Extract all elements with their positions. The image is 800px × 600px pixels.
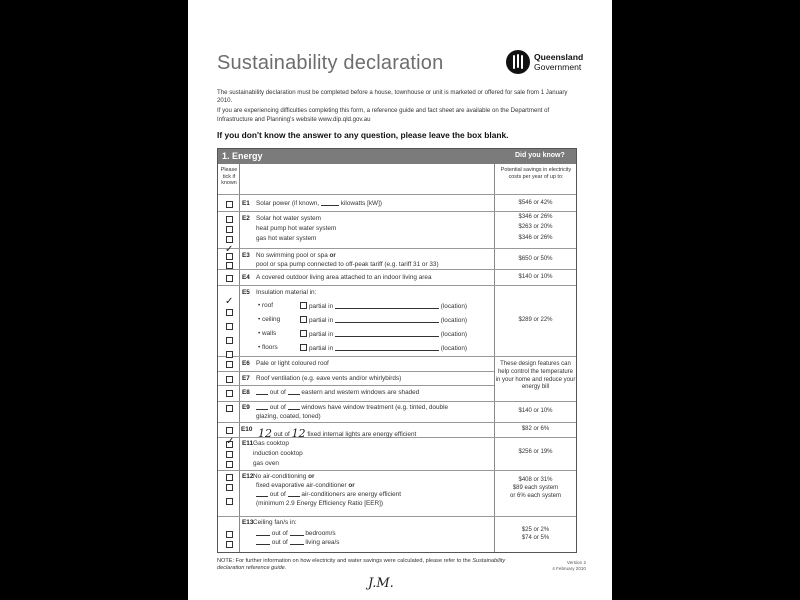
e13-bedroom-total-field[interactable] xyxy=(290,535,304,536)
e3-line-2: pool or spa pump connected to off-peak tariff (e.g. tariff 31 or 33) xyxy=(256,261,439,268)
partial-in-label: partial in xyxy=(309,331,334,338)
e3-or: or xyxy=(329,252,336,259)
handwritten-signature: J.M. xyxy=(368,576,394,591)
e5-partial-roof xyxy=(300,302,467,310)
e8-text-post: eastern and western windows are shaded xyxy=(301,389,420,396)
checkbox-partial-floors[interactable] xyxy=(300,344,307,351)
section-header xyxy=(218,149,576,164)
e1-text xyxy=(256,200,382,207)
e12-count-field[interactable] xyxy=(256,496,268,497)
e9-text-post: windows have window treatment (e.g. tinted, double xyxy=(301,404,449,411)
page-title: Sustainability declaration xyxy=(217,52,444,74)
e2-line-2: heat pump hot water system xyxy=(256,225,337,232)
code-e2: E2 xyxy=(242,215,250,222)
code-e7: E7 xyxy=(242,375,250,382)
row-divider xyxy=(218,269,576,270)
queensland-government-logo xyxy=(506,50,590,76)
e8-total-field[interactable] xyxy=(288,394,300,395)
code-e1: E1 xyxy=(242,200,250,207)
footnote xyxy=(217,558,517,572)
handwritten-tick-icon: ✓ xyxy=(225,296,234,307)
checkbox-e8[interactable] xyxy=(226,390,233,397)
logo-line1: Queensland xyxy=(534,52,584,62)
code-e9: E9 xyxy=(242,404,250,411)
save-e2-3: $346 or 26% xyxy=(518,235,553,241)
checkbox-e6[interactable] xyxy=(226,361,233,368)
row-divider xyxy=(218,470,576,471)
column-divider xyxy=(239,164,240,552)
save-e13-1: $25 or 2% xyxy=(521,527,550,533)
partial-in-label: partial in xyxy=(309,303,334,310)
save-e10: $82 or 6% xyxy=(521,426,550,432)
partial-in-label: partial in xyxy=(309,345,334,352)
e9-line-1 xyxy=(256,404,448,411)
e5-item-floors: • floors xyxy=(258,344,278,351)
save-e12-1: $408 or 31% xyxy=(518,477,553,483)
location-label: (location) xyxy=(440,303,468,310)
footnote-text: NOTE: For further information on how electricity and water savings were calculated, please refer to the xyxy=(217,558,471,564)
checkbox-e11-gas-oven[interactable] xyxy=(226,461,233,468)
e13-out-of: out of xyxy=(271,530,288,537)
e1-text-pre: Solar power (if known, xyxy=(256,200,320,207)
checkbox-e7[interactable] xyxy=(226,376,233,383)
e12-total-field[interactable] xyxy=(288,496,300,497)
save-e1: $546 or 42% xyxy=(518,200,553,206)
checkbox-partial-ceiling[interactable] xyxy=(300,316,307,323)
checkbox-e5-ceiling[interactable] xyxy=(226,323,233,330)
checkbox-e2-heat-pump[interactable] xyxy=(226,226,233,233)
footnote-guide-title: Sustainability declaration reference guide. xyxy=(217,558,506,571)
checkbox-partial-roof[interactable] xyxy=(300,302,307,309)
checkbox-e2-solar[interactable] xyxy=(226,216,233,223)
row-divider xyxy=(218,285,576,286)
e12-line-3-text: air-conditioners are energy efficient xyxy=(301,491,402,498)
please-tick-header: Please tick if known xyxy=(220,167,238,187)
checkbox-e2-gas[interactable] xyxy=(226,236,233,243)
e13-bedroom-count-field[interactable] xyxy=(256,535,270,536)
instruction-text: If you don't know the answer to any question, please leave the box blank. xyxy=(217,130,509,140)
save-e2-1: $346 or 26% xyxy=(518,214,553,220)
e5-item-roof-label: roof xyxy=(262,302,274,309)
location-label: (location) xyxy=(440,317,468,324)
checkbox-e5-roof[interactable] xyxy=(226,309,233,316)
checkbox-e3-pump[interactable] xyxy=(226,262,233,269)
kw-blank-field[interactable] xyxy=(321,205,339,206)
e5-partial-floors xyxy=(300,344,467,352)
row-divider xyxy=(218,371,494,372)
version-number: Version 2 xyxy=(566,560,586,565)
e12-line-2-text: fixed evaporative air-conditioner xyxy=(256,482,347,489)
e12-line-2 xyxy=(256,482,355,489)
handwritten-tick-icon: ✓ xyxy=(226,436,235,447)
location-label: (location) xyxy=(440,331,468,338)
row-divider xyxy=(218,516,576,517)
ceiling-location-field[interactable] xyxy=(335,322,439,323)
checkbox-partial-walls[interactable] xyxy=(300,330,307,337)
checkbox-e12-no-ac[interactable] xyxy=(226,474,233,481)
savings-header: Potential savings in electricity costs per year of up to: xyxy=(500,167,572,180)
e10-text xyxy=(258,426,416,439)
design-features-note: These design features can help control the temperature in your home and reduce your energy bill xyxy=(495,361,576,391)
e13-line-3 xyxy=(256,539,339,546)
code-e5: E5 xyxy=(242,289,250,296)
e13-living-label: living area/s xyxy=(305,539,340,546)
row-divider xyxy=(218,401,576,402)
e9-line-2: glazing, coated, toned) xyxy=(256,413,321,420)
save-e11: $256 or 19% xyxy=(518,449,553,455)
roof-location-field[interactable] xyxy=(335,308,439,309)
e13-line-1: Ceiling fan/s in: xyxy=(253,519,297,526)
e11-line-1: Gas cooktop xyxy=(253,440,289,447)
e5-partial-walls xyxy=(300,330,467,338)
e4-text: A covered outdoor living area attached to an indoor living area xyxy=(256,274,432,281)
intro-paragraph-2: If you are experiencing difficulties completing this form, a reference guide and fact sheet are available on the Department of Infrastructure and Planning's website www.dip.qld.gov.au xyxy=(217,107,550,123)
location-label: (location) xyxy=(440,345,468,352)
row-divider xyxy=(218,422,576,423)
walls-location-field[interactable] xyxy=(335,336,439,337)
floors-location-field[interactable] xyxy=(335,350,439,351)
e8-text xyxy=(256,389,419,396)
e13-bedroom-label: bedroom/s xyxy=(305,530,336,537)
row-divider xyxy=(218,194,576,195)
e13-living-count-field[interactable] xyxy=(256,544,270,545)
save-e5: $289 or 22% xyxy=(518,317,553,323)
e11-line-2: induction cooktop xyxy=(253,450,303,457)
partial-in-label: partial in xyxy=(309,317,334,324)
checkbox-e13-living[interactable] xyxy=(226,541,233,548)
e12-line-4: (minimum 2.9 Energy Efficiency Ratio [EER]) xyxy=(256,500,384,507)
code-e11: E11 xyxy=(242,440,254,447)
intro-paragraph-1: The sustainability declaration must be completed before a house, townhouse or unit is marketed or offered for sale from 1 January 2010. xyxy=(217,89,568,105)
e1-text-post: kilowatts [kW]) xyxy=(340,200,382,207)
checkbox-e13-bedroom[interactable] xyxy=(226,531,233,538)
e2-line-1: Solar hot water system xyxy=(256,215,321,222)
handwritten-count: 12 xyxy=(258,427,272,440)
handwritten-total: 12 xyxy=(291,427,306,440)
checkbox-e9[interactable] xyxy=(226,405,233,412)
intro-text xyxy=(217,89,579,126)
logo-text xyxy=(534,52,583,72)
e11-line-3: gas oven xyxy=(253,460,279,467)
checkbox-e4[interactable] xyxy=(226,275,233,282)
e10-text-post: fixed internal lights are energy efficient xyxy=(307,431,417,438)
e13-out-of: out of xyxy=(271,539,288,546)
e12-line-1 xyxy=(253,473,314,480)
e5-item-ceiling: • ceiling xyxy=(258,316,281,323)
checkbox-e5-walls[interactable] xyxy=(226,337,233,344)
checkbox-e10[interactable] xyxy=(226,427,233,434)
save-e3: $650 or 50% xyxy=(518,256,553,262)
e2-line-3: gas hot water system xyxy=(256,235,317,242)
e3-line-1 xyxy=(256,252,336,259)
row-divider xyxy=(218,211,576,212)
e5-partial-ceiling xyxy=(300,316,467,324)
e5-item-walls-label: walls xyxy=(262,330,277,337)
e3-line-1-text: No swimming pool or spa xyxy=(256,252,328,259)
save-e4: $140 or 10% xyxy=(518,274,553,280)
version-date: 4 February 2010 xyxy=(552,565,586,571)
e5-line-1: Insulation material in: xyxy=(256,289,317,296)
e5-item-ceiling-label: ceiling xyxy=(262,316,281,323)
save-e2-2: $263 or 20% xyxy=(518,224,553,230)
section-title: 1. Energy xyxy=(222,151,263,161)
save-e9: $140 or 10% xyxy=(518,408,553,414)
row-divider xyxy=(218,385,494,386)
code-e13: E13 xyxy=(242,519,254,526)
e5-item-walls: • walls xyxy=(258,330,277,337)
code-e8: E8 xyxy=(242,389,250,396)
e5-item-floors-label: floors xyxy=(262,344,278,351)
e12-line-1-text: No air-conditioning xyxy=(253,473,307,480)
code-e4: E4 xyxy=(242,274,250,281)
checkbox-e5-floors[interactable] xyxy=(226,351,233,358)
e8-out-of: out of xyxy=(269,389,286,396)
e6-text: Pale or light coloured roof xyxy=(256,360,329,367)
row-divider xyxy=(218,248,576,249)
e7-text: Roof ventilation (e.g. eave vents and/or whirlybirds) xyxy=(256,375,402,382)
handwritten-tick-icon: ✓ xyxy=(225,244,234,255)
form-page xyxy=(188,0,612,600)
code-e10: E10 xyxy=(241,426,253,433)
code-e6: E6 xyxy=(242,360,250,367)
checkbox-e12-evaporative[interactable] xyxy=(226,484,233,491)
e8-count-field[interactable] xyxy=(256,394,268,395)
save-e12-3: or 6% each system xyxy=(509,493,562,499)
logo-line2: Government xyxy=(534,62,582,72)
e9-out-of: out of xyxy=(269,404,286,411)
e10-out-of: out of xyxy=(273,431,290,438)
save-e13-2: $74 or 5% xyxy=(521,535,550,541)
checkbox-e11-induction[interactable] xyxy=(226,451,233,458)
checkbox-e1[interactable] xyxy=(226,201,233,208)
e13-line-2 xyxy=(256,530,336,537)
e9-total-field[interactable] xyxy=(288,409,300,410)
e9-count-field[interactable] xyxy=(256,409,268,410)
energy-form-table xyxy=(217,148,577,553)
e12-or-1: or xyxy=(308,473,315,480)
e12-or-2: or xyxy=(348,482,355,489)
e13-living-total-field[interactable] xyxy=(290,544,304,545)
e12-line-3 xyxy=(256,491,401,498)
logo-emblem-icon xyxy=(506,50,530,74)
did-you-know-label: Did you know? xyxy=(515,152,565,159)
version-info xyxy=(536,560,586,571)
checkbox-e12-efficient[interactable] xyxy=(226,498,233,505)
row-divider xyxy=(218,356,576,357)
e12-out-of: out of xyxy=(269,491,286,498)
e5-item-roof: • roof xyxy=(258,302,274,309)
save-e12-2: $89 each system xyxy=(512,485,559,491)
code-e3: E3 xyxy=(242,252,250,259)
code-e12: E12 xyxy=(242,473,254,480)
